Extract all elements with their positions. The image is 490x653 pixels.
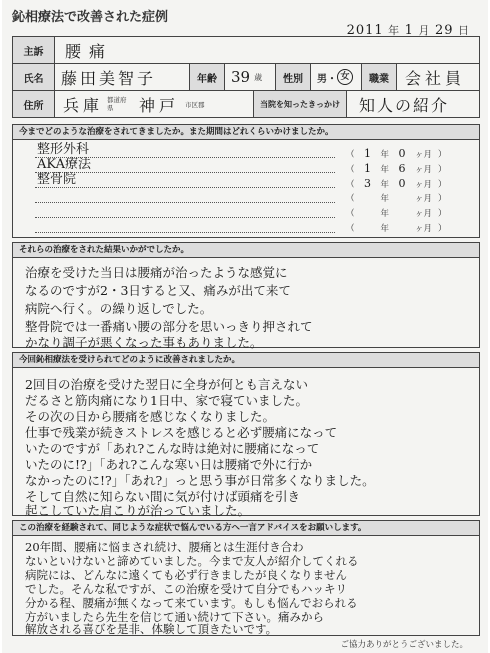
address-row xyxy=(12,90,480,118)
previous-treatments-section xyxy=(12,124,480,238)
thanks-footer: ご協力ありがとうございました。 xyxy=(340,640,468,650)
advice-line: ないといけないと諦めていました。今まで友人が紹介してくれる xyxy=(25,554,359,568)
duration-open-paren: （ xyxy=(346,209,355,219)
duration-close-paren: ） xyxy=(438,150,447,160)
duration-month-unit: ヶ月 xyxy=(415,194,433,204)
duration-close-paren: ） xyxy=(438,209,447,219)
results-line: なるのですが2・3日すると又、痛みが出て来て xyxy=(25,283,291,298)
duration-close-paren: ） xyxy=(438,224,447,234)
improvement-line: いたのに!?」「あれ?こんな寒い日は腰痛で外に行か xyxy=(25,457,313,472)
duration-open-paren: （ xyxy=(346,165,355,175)
improvement-heading: 今回鈊相療法を受けられてどのように改善されましたか。 xyxy=(13,353,479,368)
duration-open-paren: （ xyxy=(346,150,355,160)
prefecture-value: 兵庫 xyxy=(63,95,104,115)
gender-male: 男 xyxy=(317,73,327,85)
age-label: 年齢 xyxy=(189,64,225,90)
advice-heading: この治療を経験されて、同じような症状で悩んでいる方へ一言アドバイスをお願いします。 xyxy=(13,521,479,536)
treatment-name-line xyxy=(35,158,335,173)
duration-years: 1 xyxy=(364,162,372,175)
duration-year-unit: 年 xyxy=(380,209,390,219)
duration-year-unit: 年 xyxy=(380,194,390,204)
improvement-line: そして自然に知らない間に気が付けば頭痛を引き xyxy=(25,489,301,504)
gender-separator: ・ xyxy=(327,73,337,85)
treatment-name: 整形外科 xyxy=(37,142,90,157)
date-month-unit: 月 xyxy=(418,24,431,37)
treatment-duration xyxy=(343,222,473,234)
advice-line: 病院には、どんなに遠くても必ず行きましたが良くなりません xyxy=(25,568,347,582)
results-line: かなり調子が悪くなった事もありました。 xyxy=(25,335,263,350)
chief-complaint-value: 腰痛 xyxy=(65,41,114,61)
name-label: 氏名 xyxy=(13,64,55,90)
job-value: 会社員 xyxy=(405,68,466,88)
treatment-duration xyxy=(343,162,473,175)
duration-years: 1 xyxy=(364,147,372,160)
treatment-name-line xyxy=(35,203,335,218)
referral-label: 当院を知ったきっかけ xyxy=(253,91,347,117)
name-value: 藤田美智子 xyxy=(61,68,157,88)
treatment-duration xyxy=(343,147,473,160)
treatment-results-heading: それらの治療をされた結果いかがでしたか。 xyxy=(13,243,479,258)
advice-line: 解放される喜びを是非、体験して頂きたいです。 xyxy=(25,622,278,636)
duration-months: 6 xyxy=(398,162,406,175)
prefecture-suffix: 都道府県 xyxy=(107,96,127,112)
duration-open-paren: （ xyxy=(346,194,355,204)
duration-month-unit: ヶ月 xyxy=(415,224,433,234)
duration-open-paren: （ xyxy=(346,224,355,234)
name-row xyxy=(12,63,480,91)
date-day: 29 xyxy=(434,23,454,38)
improvement-line: 仕事で残業が続きストレスを感じると必ず腰痛になって xyxy=(25,425,338,440)
duration-year-unit: 年 xyxy=(380,150,390,160)
date-year: 2011 xyxy=(346,23,384,38)
treatment-name-line xyxy=(35,173,335,188)
duration-year-unit: 年 xyxy=(380,180,390,190)
referral-value: 知人の紹介 xyxy=(359,95,450,115)
duration-open-paren: （ xyxy=(346,180,355,190)
improvement-line: 起こしていた肩こりが治っていました。 xyxy=(25,503,251,518)
gender-female-circled: 女 xyxy=(337,69,353,85)
city-value: 神戸 xyxy=(139,95,180,115)
address-value xyxy=(63,91,205,117)
duration-months: 0 xyxy=(398,177,406,190)
advice-section xyxy=(12,520,480,636)
duration-years: 3 xyxy=(364,177,372,190)
advice-line: 分かる程、腰痛が無くなって来ています。もしも悩んでおられる xyxy=(25,596,358,610)
improvement-section xyxy=(12,352,480,516)
advice-line: でした。そんな私ですが、この治療を受けて自分でもハッキリ xyxy=(25,582,347,596)
testimonial-form xyxy=(2,0,488,653)
duration-year-unit: 年 xyxy=(380,224,390,234)
age-unit: 歳 xyxy=(254,72,263,82)
treatment-name-line xyxy=(35,188,335,203)
results-line: 治療を受けた当日は腰痛が治ったような感覚に xyxy=(25,265,288,280)
improvement-line: だるさと筋肉痛になり1日中、家で寝ていました。 xyxy=(25,393,308,408)
gender-label: 性別 xyxy=(275,64,311,90)
improvement-line: いたのですが「あれ?こんな時は絶対に腰痛になって xyxy=(25,441,320,456)
duration-month-unit: ヶ月 xyxy=(415,165,433,175)
advice-line: 方がいましたら先生を信じて通い続けて下さい。痛みから xyxy=(25,610,324,624)
previous-treatments-heading: 今までどのような治療をされてきましたか。また期間はどれくらいかけましたか。 xyxy=(13,125,479,140)
duration-close-paren: ） xyxy=(438,194,447,204)
duration-month-unit: ヶ月 xyxy=(415,209,433,219)
treatment-name: AKA療法 xyxy=(37,157,91,172)
improvement-line: 2回目の治療を受けた翌日に全身が何とも言えない xyxy=(25,377,308,392)
age-cell xyxy=(231,64,262,90)
results-line: 整骨院では一番痛い腰の部分を思いっきり押されて xyxy=(25,319,313,334)
duration-close-paren: ） xyxy=(438,180,447,190)
treatment-name: 整骨院 xyxy=(37,172,77,187)
treatment-duration xyxy=(343,177,473,190)
improvement-line: その次の日から腰痛を感じなくなりました。 xyxy=(25,409,276,424)
duration-year-unit: 年 xyxy=(380,165,390,175)
date-year-unit: 年 xyxy=(388,24,401,37)
duration-close-paren: ） xyxy=(438,165,447,175)
improvement-line: なかったのに!?」「あれ?」っと思う事が日常多くなりました。 xyxy=(25,473,375,488)
job-label: 職業 xyxy=(361,64,397,90)
chief-complaint-row xyxy=(12,36,480,64)
treatment-results-section xyxy=(12,242,480,348)
duration-months: 0 xyxy=(398,147,406,160)
address-label: 住所 xyxy=(13,91,55,117)
chief-complaint-label: 主訴 xyxy=(13,37,55,63)
duration-month-unit: ヶ月 xyxy=(415,150,433,160)
gender-options xyxy=(317,64,353,90)
results-line: 病院へ行く。の繰り返しでした。 xyxy=(25,301,213,316)
treatment-duration xyxy=(343,207,473,219)
duration-month-unit: ヶ月 xyxy=(415,180,433,190)
city-suffix: 市区郡 xyxy=(185,100,205,109)
form-title: 鈊相療法で改善された症例 xyxy=(12,10,169,25)
date-day-unit: 日 xyxy=(458,24,470,37)
advice-line: 20年間、腰痛に悩まされ続け、腰痛とは生涯付き合わ xyxy=(25,540,304,554)
treatment-duration xyxy=(343,192,473,204)
treatment-name-line xyxy=(35,218,335,233)
date-month: 1 xyxy=(404,23,414,38)
age-value: 39 xyxy=(231,68,251,86)
